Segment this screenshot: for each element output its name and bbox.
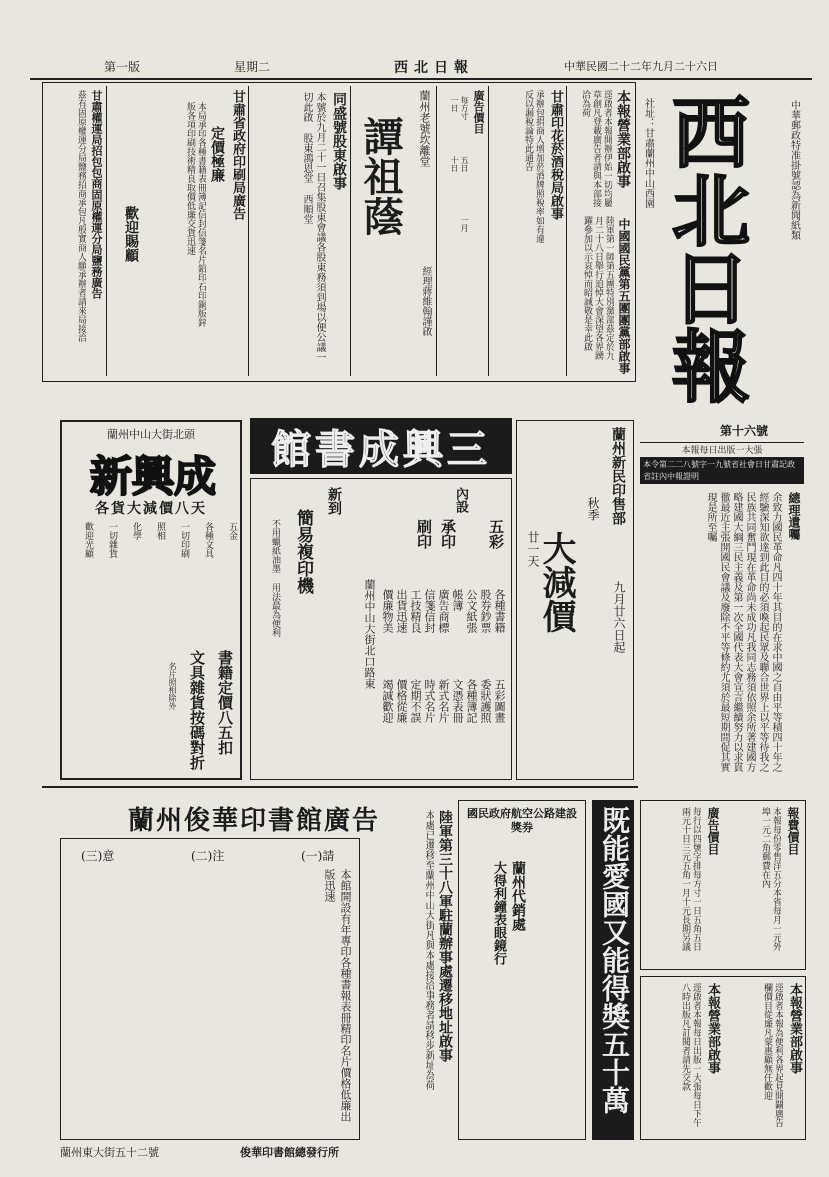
ad-jinhua-title: 俊華印書館總發行所 bbox=[240, 1146, 339, 1159]
ad-lottery-box bbox=[458, 800, 586, 1140]
xinxing-location: 蘭州中山大街北頭 bbox=[107, 428, 195, 441]
sanxing-col2-c: 工技精良 bbox=[409, 589, 422, 633]
ad-rates bbox=[440, 86, 486, 376]
masthead-postal: 中華郵政特准掛號認為新聞紙類 bbox=[788, 100, 800, 240]
xinxing-subtitle: 各貨大減價八天 bbox=[95, 501, 207, 517]
ad-junhua-body: 本館開設有年專印各種書報表冊精印名片價格低廉出版迅速 bbox=[323, 869, 352, 1122]
ad-party-title: 中國國民黨第五團團黨部啟事 bbox=[617, 218, 631, 374]
masthead-box bbox=[640, 82, 804, 450]
xinxing-col-6: 一切雜貨 bbox=[107, 522, 117, 558]
sanxing-col2-b: 信箋信封 bbox=[423, 589, 436, 633]
sanxing-col3-b: 委狀護照 bbox=[479, 679, 492, 723]
testament-block bbox=[640, 488, 804, 778]
sanxing-col1-c: 公文紙張 bbox=[465, 589, 478, 633]
sanxing-machine-note: 不用蠟紙油墨 用法最為便利 bbox=[270, 519, 280, 637]
sanxing-banner bbox=[250, 418, 512, 474]
ad-party-body: 陸軍第一師第五團特別黨部茲定於九月二十八日舉行追悼大會深望各界踴躍參加以示哀悼而昭誠敬是幸此啟 bbox=[582, 216, 614, 360]
ad-business-dept-body: 逕啟者本報開辦伊始一切均屬草創凡登載廣告者請與本部接洽為荷 bbox=[580, 90, 612, 207]
testament-title: 總理遺囑 bbox=[787, 492, 801, 540]
xinxing-col-5: 化學 bbox=[131, 522, 141, 540]
ad-business3-title: 本報營業部啟事 bbox=[705, 983, 720, 1074]
sanxing-item-1: 五彩 bbox=[487, 519, 505, 549]
sanxing-address: 蘭州中山大街北口路東 bbox=[363, 579, 376, 689]
xinxing-stationery: 文具雜貨按碼對折 bbox=[188, 650, 206, 770]
masthead-char-1: 西 bbox=[659, 92, 750, 170]
ad-junhua-mark-3: (三)意 bbox=[81, 849, 115, 863]
divider-4 bbox=[350, 86, 351, 376]
xinxing-box bbox=[60, 420, 242, 780]
ad-patriot bbox=[592, 800, 634, 1140]
xinxing-books: 書籍定價八五扣 bbox=[216, 650, 234, 755]
rates-sub-title: 報費價目 bbox=[786, 807, 800, 855]
xinxing-col-4: 照相 bbox=[155, 522, 165, 540]
sanxing-col2-a: 廣告商標 bbox=[437, 589, 450, 633]
ad-shares bbox=[252, 86, 348, 376]
xinxing-cols bbox=[68, 522, 238, 642]
header-left-title: 西北日報 bbox=[394, 60, 474, 76]
ad-junhua-title: 蘭州俊華印書館廣告 bbox=[127, 806, 380, 836]
rates-ad-body: 每行以四號字排每方寸一日五角五日兩元十日三元五角一月十元長期另議 bbox=[680, 807, 701, 951]
sanxing-new-arrival: 新到 bbox=[326, 487, 342, 515]
rates-box bbox=[640, 800, 806, 970]
rates-sub-body: 本報每份零售洋五分本省每月一元外埠一元二角郵費在內 bbox=[760, 807, 781, 951]
ad-printing-title: 甘肅省政府印刷局廣告 bbox=[230, 90, 245, 220]
divider-1 bbox=[566, 86, 567, 376]
ad-business-dept-title: 本報營業部啟事 bbox=[615, 90, 631, 188]
ad-rates-line-2: 一日 bbox=[450, 96, 459, 112]
ad-jinhua bbox=[60, 1144, 460, 1164]
ad-shares-title: 同盛號股東啟事 bbox=[331, 92, 347, 190]
ad-shop-title: 蘭州老號坎離堂 bbox=[418, 90, 431, 167]
ad-rates-line-3: 五日 bbox=[460, 156, 469, 172]
ad-lottery-title: 國民政府航空公路建設獎券 bbox=[467, 807, 577, 834]
sanxing-col2-d: 出貨迅速 bbox=[395, 589, 408, 633]
ad-rates-title: 廣告價目 bbox=[472, 90, 485, 134]
ad-rates-line-4: 十日 bbox=[450, 156, 459, 172]
xincheng-season: 秋季 bbox=[586, 497, 600, 521]
ad-transport bbox=[46, 86, 104, 376]
header-bar bbox=[34, 58, 814, 76]
xincheng-big: 大減價 bbox=[536, 531, 576, 633]
sanxing-col4-b: 時式名片 bbox=[423, 679, 436, 723]
sanxing-col4-a: 新式名片 bbox=[437, 679, 450, 723]
ad-lottery-shop: 大得利鐘表眼鏡行 bbox=[491, 861, 506, 965]
sanxing-col3-c: 各種簿記 bbox=[465, 679, 478, 723]
testament-body: 余致力國民革命凡四十年其目的在求中國之自由平等積四十年之經驗深知欲達到此目的必須喚起民眾及聯合世界上以平等待我之民族共同奮鬥現在革命尚未成功凡我同志務須依照余所著建國方略建國大綱三民主義及第一次全國代表大會宣言繼續努力以求貫徹最近主張開國民會議及廢除不平等條約尤須於最短期間促其實現是所至囑 bbox=[705, 492, 781, 772]
sanxing-col3-d: 文憑表冊 bbox=[451, 679, 464, 723]
ad-rates-line-1: 每方寸 bbox=[460, 96, 469, 120]
ad-tax-body: 承辦包捐商人增加菸酒牌照稅率如有違反以漏稅論特此通告 bbox=[523, 90, 544, 243]
ad-junhua-box bbox=[60, 838, 360, 1140]
divider-3 bbox=[436, 86, 437, 376]
divider-5 bbox=[248, 86, 249, 376]
ad-printing-heading: 定價極廉 bbox=[209, 126, 225, 182]
ad-business2-title: 本報營業部啟事 bbox=[787, 983, 802, 1074]
sanxing-col1-d: 帳簿 bbox=[451, 589, 464, 611]
sanxing-col4-d: 價格從廉 bbox=[395, 679, 408, 723]
ad-printing-footer: 歡迎賜顧 bbox=[123, 206, 139, 262]
ad-army-title: 陸軍第三十八軍駐蘭辦事處遷移地址啟事 bbox=[437, 810, 453, 1062]
xinxing-col-2: 各種文具 bbox=[203, 522, 213, 558]
masthead-char-3: 日 bbox=[659, 248, 750, 326]
ad-shares-body: 本號於九月二十一日召集股東會議各股東務須到場以便公議一切此啟 股東鴻恩堂 西順堂 bbox=[301, 92, 325, 362]
xinxing-note: 名片照相除外 bbox=[168, 662, 177, 710]
ad-transport-body: 茲有固原權運分局鹽務招商承包凡殷實商人願承辦者請來局接洽 bbox=[76, 90, 86, 342]
masthead-number-row bbox=[640, 420, 804, 438]
xincheng-date: 九月廿六日起 bbox=[612, 581, 626, 653]
xinxing-col-7: 歡迎光顧 bbox=[83, 522, 93, 558]
xinxing-col-3: 一切印刷 bbox=[179, 522, 189, 558]
sanxing-col1-b: 股券鈔票 bbox=[479, 589, 492, 633]
sanxing-col2-e: 價廉物美 bbox=[381, 589, 394, 633]
sanxing-col1-a: 各種書籍 bbox=[493, 589, 506, 633]
middle-rule bbox=[42, 786, 638, 788]
masthead-register bbox=[640, 458, 804, 484]
masthead-number: 第十六號 bbox=[720, 424, 769, 438]
masthead-price-note bbox=[640, 442, 804, 458]
sanxing-machine: 簡易複印機 bbox=[293, 509, 313, 594]
header-rule bbox=[30, 78, 812, 80]
sanxing-col4-c: 定期不誤 bbox=[409, 679, 422, 723]
ad-shop-body: 經理蔣維翰謹啟 bbox=[420, 266, 431, 336]
sanxing-col3-a: 五彩圖畫 bbox=[493, 679, 506, 723]
ad-business3-body: 逕啟者本報每日出版一大張每日下午八時出版凡訂閱者請先交款 bbox=[680, 983, 701, 1127]
ad-junhua-mark-2: (二)注 bbox=[191, 849, 225, 863]
ad-army-body: 本處已遷移至蘭州中山大街凡與本處接洽事務者請移步新址為荷 bbox=[423, 810, 434, 1090]
header-date: 中華民國二十二年九月二十六日 bbox=[564, 60, 718, 73]
sanxing-item-3: 承印 bbox=[439, 519, 457, 549]
masthead-title bbox=[659, 92, 750, 404]
ad-business2-body: 逕啟者本報為便利各界起見開闢廣告欄價目從廉凡蒙惠顧無任歡迎 bbox=[762, 983, 783, 1127]
xinxing-col-1: 五金 bbox=[227, 522, 237, 540]
ad-printing-body: 本局承印各種書籍表冊簿記信封信箋名片鉛印石印銅版鋅版各項印刷技術精良取價低廉交貨迅速 bbox=[185, 102, 206, 327]
xinxing-title: 新興成 bbox=[89, 452, 216, 501]
sanxing-col4-e: 竭誠歡迎 bbox=[381, 679, 394, 723]
ad-tax bbox=[492, 86, 564, 376]
divider-2 bbox=[488, 86, 489, 376]
xincheng-title: 蘭州新民印售部 bbox=[610, 427, 626, 525]
ad-business-dept bbox=[570, 86, 632, 376]
ad-patriot-title: 既能愛國又能得獎五十萬 bbox=[598, 806, 631, 1114]
ad-rates-line-5: 一月 bbox=[460, 216, 469, 232]
header-edition: 第一版 bbox=[104, 60, 141, 74]
ad-junhua-mark-1: (一)請 bbox=[301, 849, 335, 863]
ad-army bbox=[366, 800, 454, 1140]
sanxing-title: 三興成書館 bbox=[271, 425, 491, 473]
masthead-char-4: 報 bbox=[659, 326, 750, 404]
ad-lottery-agent: 蘭州代銷處 bbox=[510, 861, 526, 931]
ad-transport-title: 甘肅權運局招包包商固原權運分局鹽務廣告 bbox=[90, 90, 103, 299]
ad-shop-brand: 譚祖蔭 bbox=[357, 116, 404, 236]
ad-printing bbox=[110, 86, 246, 376]
sanxing-box bbox=[250, 478, 512, 780]
masthead-char-2: 北 bbox=[659, 170, 750, 248]
sanxing-item-4: 刷印 bbox=[415, 519, 433, 549]
xincheng-days: 廿一天 bbox=[526, 531, 540, 567]
ad-shop bbox=[354, 86, 434, 376]
rates-ad-title: 廣告價目 bbox=[706, 807, 720, 855]
masthead-address: 社址：甘肅蘭州中山西園 bbox=[642, 98, 654, 208]
business-bottom-box bbox=[640, 976, 806, 1140]
divider-6 bbox=[106, 86, 107, 376]
sanxing-item-2: 內設 bbox=[453, 487, 468, 513]
header-period: 星期二 bbox=[234, 60, 271, 74]
ad-tax-title: 甘肅印花菸酒稅局啟事 bbox=[548, 90, 563, 220]
masthead-price-text: 本報每日出版一大張 bbox=[681, 446, 763, 456]
masthead-register-text: 本令第二二八號字一九號省社會日甘肅記政省註內中報證明 bbox=[643, 460, 795, 481]
xincheng-box bbox=[516, 420, 634, 780]
ad-jinhua-address: 蘭州東大街五十二號 bbox=[60, 1146, 159, 1159]
